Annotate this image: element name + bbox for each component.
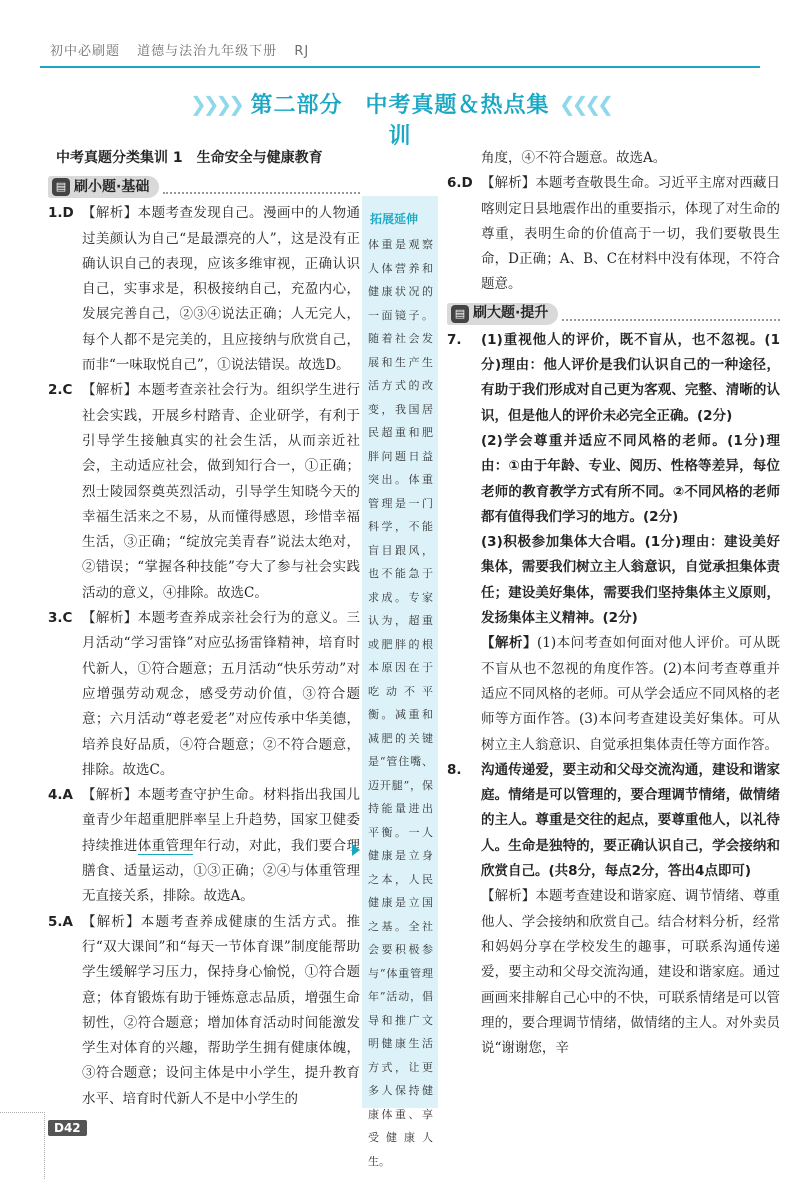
answer-part-2: (2)学会尊重并适应不同风格的老师。(1分)理由：①由于年龄、专业、阅历、性格等差异，每位老师的教育教学方式有所不同。②不同风格的老师都有值得我们学习的地方。(2分)	[481, 432, 780, 525]
answer-item-8	[447, 758, 780, 1062]
answer-item-7	[447, 328, 780, 758]
answer-item-6	[447, 171, 780, 297]
continued-text: 角度，④不符合题意。故选A。	[481, 150, 667, 166]
answer-bold: 沟通传递爱，要主动和父母交流沟通，建设和谐家庭。情绪是可以管理的，要合理调节情绪，做情绪的主人。尊重是交往的起点，要尊重他人，以礼待人。生命是独特的，要正确认识自己，学会接纳和欣赏自己。(共8分，每点2分，答出4点即可)	[481, 761, 780, 880]
item-number: 6.D	[447, 175, 473, 192]
badge-basic	[48, 176, 159, 198]
analysis-label: 【解析】	[481, 635, 537, 652]
title-band	[190, 88, 610, 149]
right-column	[447, 146, 780, 1061]
book-icon: ▤	[52, 178, 70, 196]
pointer-arrow-icon	[352, 844, 360, 856]
item-text	[481, 758, 780, 1062]
page-number: D42	[48, 1120, 87, 1136]
answer-item-1	[48, 201, 360, 378]
badge-basic-label: 刷小题·基础	[74, 178, 150, 195]
item-text: 【解析】本题考查养成健康的生活方式。推行“双大课间”和“每天一节体育课”制度能帮助学生缓解学习压力，保持身心愉悦，①符合题意；体育锻炼有助于锤炼意志品质，增强生命韧性，②符合题意；增加体育活动时间能激发学生对体育的兴趣，帮助学生拥有健康体魄，③符合题意；设问主体是中小学生，提升教育水平、培育时代新人不是中小学生的	[82, 913, 360, 1107]
answer-part-3: (3)积极参加集体大合唱。(1分)理由：建设美好集体，需要我们树立主人翁意识，自觉承担集体责任；建设美好集体，需要我们坚持集体主义原则，发扬集体主义精神。(2分)	[481, 534, 780, 627]
badge-advanced-label: 刷大题·提升	[473, 305, 549, 322]
page-title: 第二部分 中考真题＆热点集训	[250, 93, 550, 149]
item-text: 【解析】本题考查敬畏生命。习近平主席对西藏日喀则定日县地震作出的重要指示，体现了对生命的尊重，表明生命的价值高于一切，我们要敬畏生命，D正确；A、B、C在材料中没有体现，不符合题意。	[481, 175, 780, 293]
answer-item-4	[48, 783, 360, 909]
corner-decoration	[0, 1112, 45, 1179]
badge-advanced	[447, 303, 558, 325]
answer-item-2	[48, 378, 360, 606]
book-name: 初中必刷题	[50, 44, 121, 59]
book-icon: ▤	[451, 305, 469, 323]
answer-part-1: (1)重视他人的评价，既不盲从，也不忽视。(1分)理由：他人评价是我们认识自己的一种途径，有助于我们形成对自己更为客观、完整、清晰的认识，但是他人的评价未必完全正确。(2分)	[481, 331, 780, 424]
left-column	[48, 146, 360, 1112]
dotted-divider	[163, 180, 360, 194]
dotted-divider	[562, 307, 780, 321]
item-number: 3.C	[48, 610, 73, 627]
item-number: 7.	[447, 331, 462, 348]
extension-sidebar	[362, 196, 438, 1168]
item-text: 【解析】本题考查守护生命。材料指出我国儿童青少年超重肥胖率呈上升趋势，国家卫健委持续推进体重管理年行动，对此，我们要合理膳食、适量运动，①③正确；②④与体重管理无直接关系，排除。故选A。	[82, 787, 361, 905]
section-title: 中考真题分类集训 1 生命安全与健康教育	[56, 150, 323, 166]
item-number: 1.D	[48, 205, 74, 222]
item-number: 5.A	[48, 913, 73, 930]
analysis-text: (1)本问考查如何面对他人评价。可从既不盲从也不忽视的角度作答。(2)本问考查尊重并适应不同风格的老师。可从学会适应不同风格的老师等方面作答。(3)本问考查建设美好集体。可从树立主人翁意识、自觉承担集体责任等方面作答。	[481, 635, 781, 753]
item-number: 2.C	[48, 382, 73, 399]
analysis-text: 【解析】本题考查建设和谐家庭、调节情绪、尊重他人、学会接纳和欣赏自己。结合材料分析，经常和妈妈分享在学校发生的趣事，可联系沟通传递爱，要主动和父母交流沟通，建设和谐家庭。通过画画来排解自己心中的不快，可联系情绪是可以管理的，要合理调节情绪，做情绪的主人。对外卖员说“谢谢您，辛	[481, 888, 780, 1057]
note-body: 体重是观察人体营养和健康状况的一面镜子。随着社会发展和生产生活方式的改变，我国居民超重和肥胖问题日益突出。体重管理是一门科学，不能盲目跟风，也不能急于求成。专家认为，超重或肥胖的根本原因在于吃动不平衡。减重和减肥的关键是“管住嘴、迈开腿”，保持能量进出平衡。一人健康是立身之本，人民健康是立国之基。全社会要积极参与“体重管理年”活动，倡导和推广文明健康生活方式，让更多人保持健康体重、享受健康人生。	[368, 238, 433, 1168]
answer-item-5	[48, 910, 360, 1112]
item-number: 4.A	[48, 787, 73, 804]
note-title: 拓展延伸	[370, 212, 419, 226]
answer-item-3	[48, 606, 360, 783]
subject-name: 道德与法治九年级下册	[137, 44, 278, 59]
badge-row-basic	[48, 175, 360, 199]
item-text: 【解析】本题考查发现自己。漫画中的人物通过美颜认为自己“是最漂亮的人”，这是没有正确认识自己的表现，应该多维审视，正确认识自己，实事求是，积极接纳自己，充盈内心，发展完善自己，②③④说法正确；人无完人，每个人都不是完美的，且应接纳与欣赏自己，而非“一味取悦自己”，①说法错误。故选D。	[82, 205, 360, 374]
arrow-decoration-left-icon: ❯❯❯❯	[190, 92, 242, 116]
page-header	[40, 30, 760, 68]
item-text: 【解析】本题考查养成亲社会行为的意义。三月活动“学习雷锋”对应弘扬雷锋精神，培育时代新人，①符合题意；五月活动“快乐劳动”对应增强劳动观念，感受劳动价值，③符合题意；六月活动“尊老爱老”对应传承中华美德，培养良好品质，④符合题意；②不符合题意，排除。故选C。	[82, 610, 360, 778]
arrow-decoration-right-icon: ❮❮❮❮	[558, 92, 610, 116]
item-text: 【解析】本题考查亲社会行为。组织学生进行社会实践，开展乡村踏青、企业研学，有利于引导学生接触真实的社会生活，从而亲近社会，主动适应社会，做到知行合一，①正确；烈士陵园祭奠英烈活动，引导学生知晓今天的幸福生活来之不易，从而懂得感恩，珍惜幸福生活，③正确；“绽放完美青春”说法太绝对，②错误；“掌握各种技能”夸大了参与社会实践活动的意义，④排除。故选C。	[82, 382, 360, 601]
item-text	[481, 328, 780, 758]
badge-row-advanced	[447, 302, 780, 326]
underlined-term: 体重管理	[137, 837, 194, 854]
item-number: 8.	[447, 761, 462, 778]
header-text	[50, 40, 321, 59]
edition-label: RJ	[294, 44, 310, 59]
